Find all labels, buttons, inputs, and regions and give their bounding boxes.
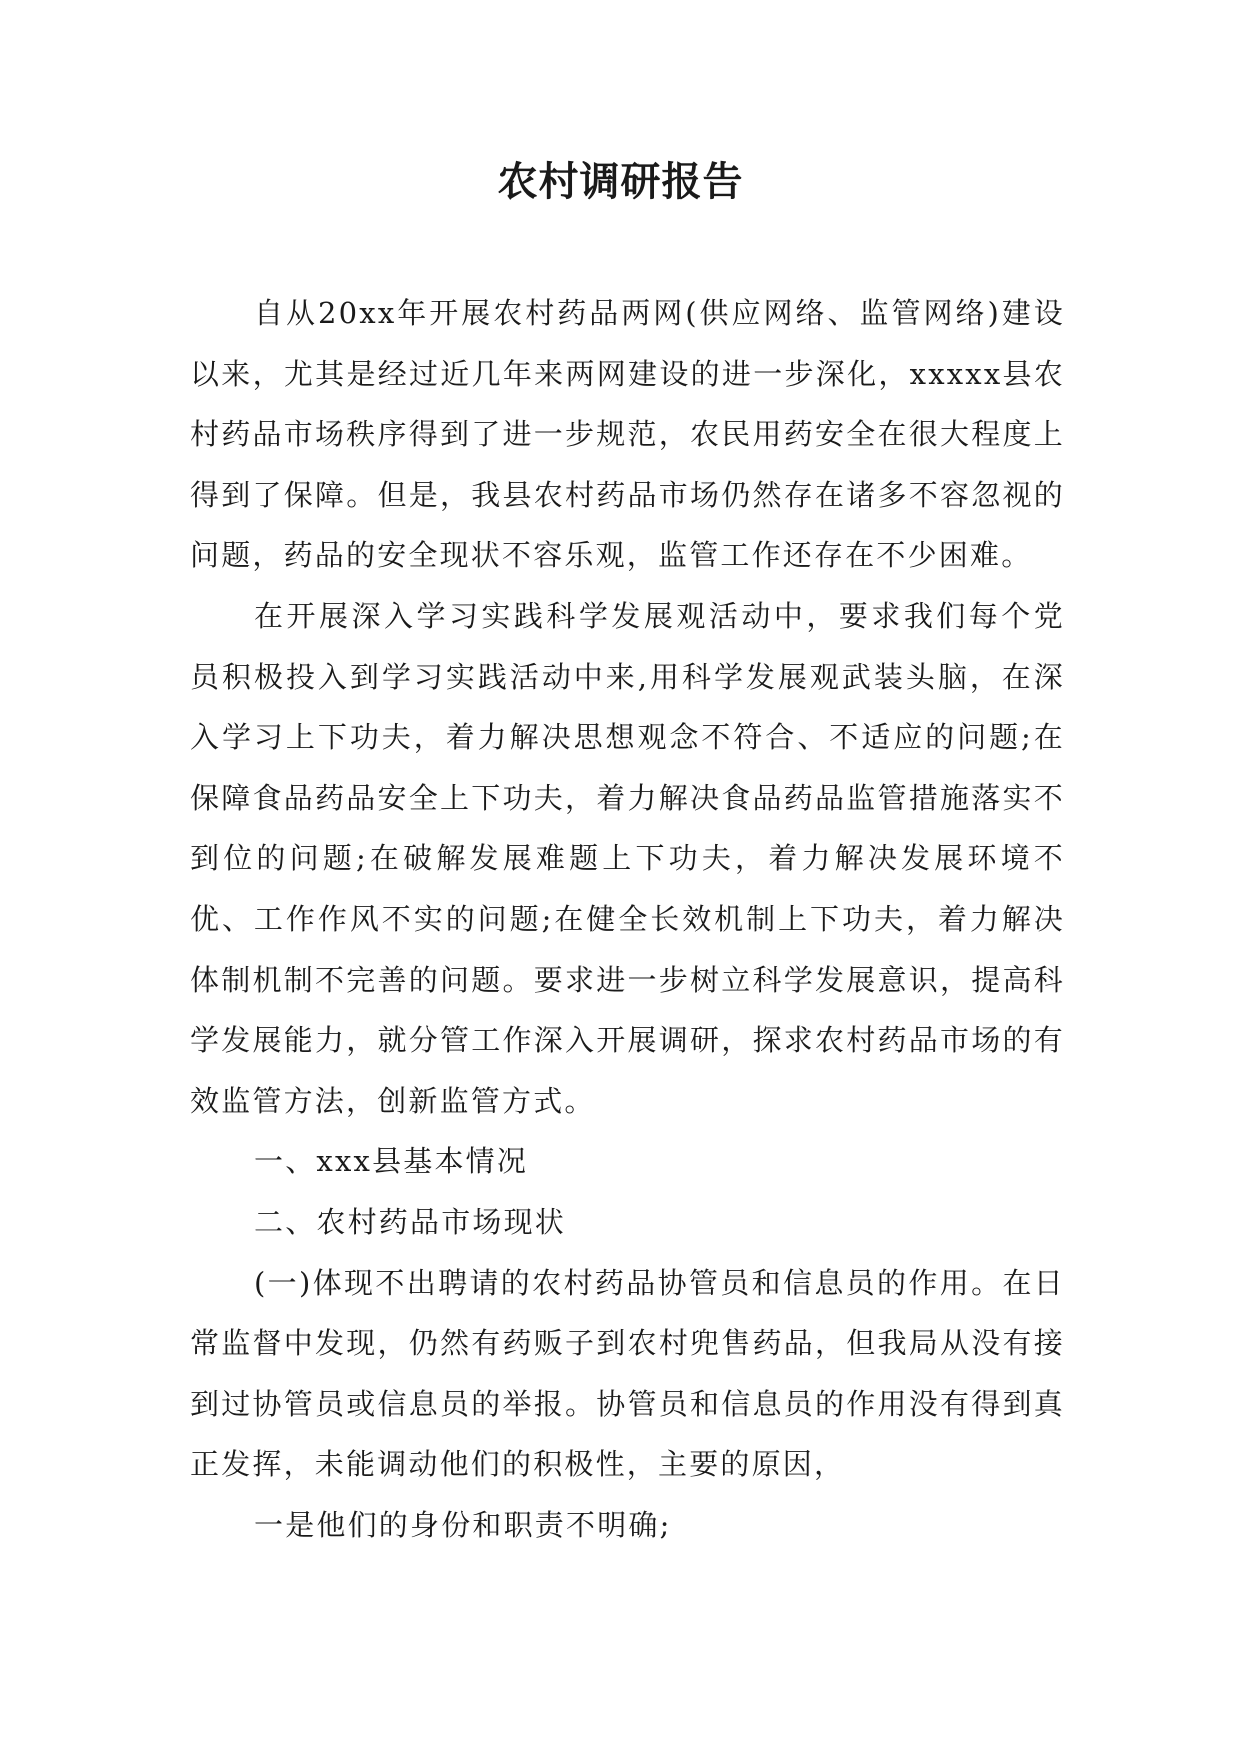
document-title: 农村调研报告 <box>497 159 744 205</box>
paragraph-study-practice: 在开展深入学习实践科学发展观活动中，要求我们每个党员积极投入到学习实践活动中来,用科学发展观武装头脑，在深入学习上下功夫，着力解决思想观念不符合、不适应的问题;在保障食品药品安全上下功夫，着力解决食品药品监管措施落实不到位的问题;在破解发展难题上下功夫，着力解决发展环境不优、工作作风不实的问题;在健全长效机制上下功夫，着力解决体制机制不完善的问题。要求进一步树立科学发展意识，提高科学发展能力，就分管工作深入开展调研，探求农村药品市场的有效监管方法，创新监管方式。 <box>190 598 1065 1118</box>
document-body <box>190 283 1065 1555</box>
paragraph-reason-one: 一是他们的身份和职责不明确; <box>254 1507 672 1542</box>
section-heading-county-overview: 一、xxx县基本情况 <box>254 1144 529 1179</box>
paragraph-coordinators: (一)体现不出聘请的农村药品协管员和信息员的作用。在日常监督中发现，仍然有药贩子到农村兜售药品，但我局从没有接到过协管员或信息员的举报。协管员和信息员的作用没有得到真正发挥，未能调动他们的积极性，主要的原因， <box>190 1265 1065 1482</box>
section-heading-market-status: 二、农村药品市场现状 <box>254 1204 567 1239</box>
paragraph-intro: 自从20xx年开展农村药品两网(供应网络、监管网络)建设以来，尤其是经过近几年来两网建设的进一步深化，xxxxx县农村药品市场秩序得到了进一步规范，农民用药安全在很大程度上得到了保障。但是，我县农村药品市场仍然存在诸多不容忽视的问题，药品的安全现状不容乐观，监管工作还存在不少困难。 <box>190 296 1065 573</box>
